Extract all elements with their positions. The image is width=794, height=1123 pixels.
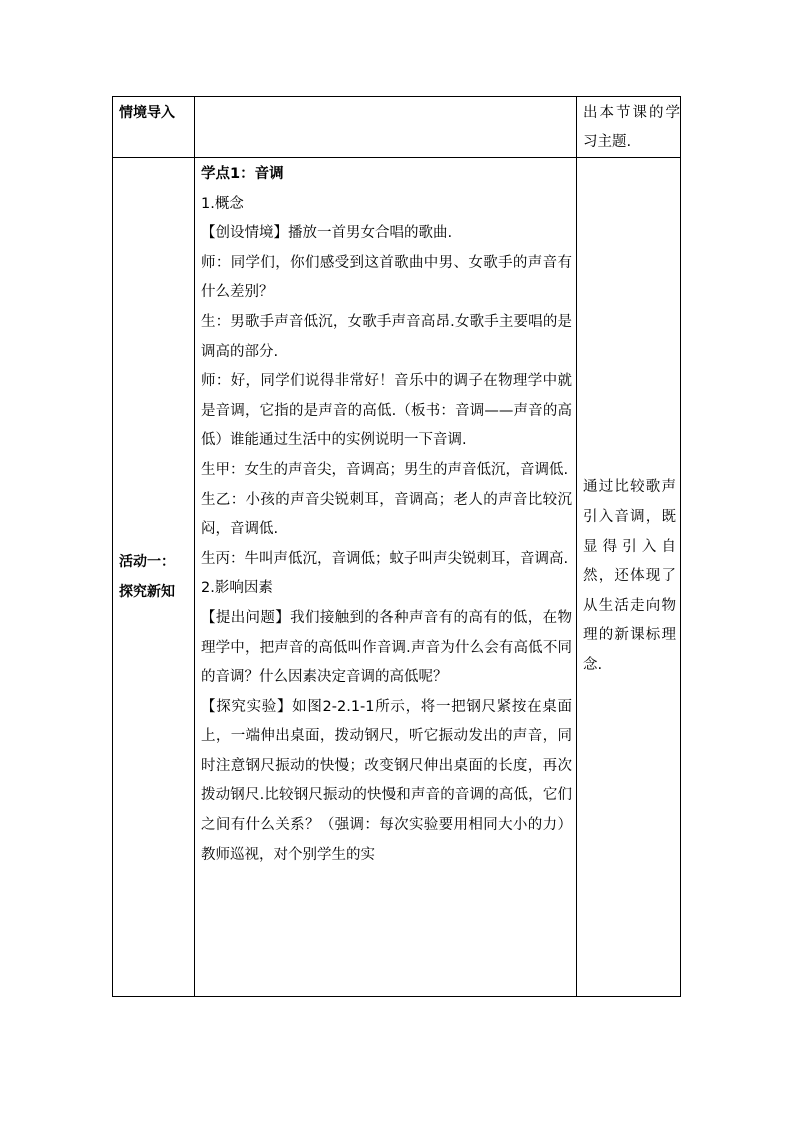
stage-label-line1: 活动一： xyxy=(119,554,175,570)
stage-label-cell xyxy=(113,158,195,997)
paragraph: 生乙：小孩的声音尖锐刺耳，音调高；老人的声音比较沉闷，音调低. xyxy=(201,491,572,538)
content-body xyxy=(195,158,576,870)
section-heading: 学点1：音调 xyxy=(201,166,284,182)
stage-label-cell xyxy=(113,97,195,158)
paragraph: 生：男歌手声音低沉，女歌手声音高昂.女歌手主要唱的是调高的部分. xyxy=(201,313,572,360)
subsection-title: 2.影响因素 xyxy=(201,580,273,597)
lesson-plan-table xyxy=(112,96,681,997)
stage-label-line2: 探究新知 xyxy=(119,584,175,600)
paragraph: 【创设情境】播放一首男女合唱的歌曲. xyxy=(201,225,453,242)
content-text xyxy=(195,97,576,99)
paragraph: 生丙：牛叫声低沉，音调低；蚊子叫声尖锐刺耳，音调高. xyxy=(201,550,569,567)
design-note: 出本节课的学习主题. xyxy=(583,105,680,150)
table-row xyxy=(113,97,681,158)
content-cell xyxy=(195,158,577,997)
paragraph: 师：好，同学们说得非常好！音乐中的调子在物理学中就是音调，它指的是声音的高低.（板书：音调——声音的高低）谁能通过生活中的实例说明一下音调. xyxy=(201,373,572,449)
paragraph: 【探究实验】如图2-2.1-1所示，将一把钢尺紧按在桌面上，一端伸出桌面，拨动钢尺，听它振动发出的声音，同时注意钢尺振动的快慢；改变钢尺伸出桌面的长度，再次拨动钢尺.比较钢尺振动的快慢和声音的音调的高低，它们之间有什么关系？（强调：每次实验要用相同大小的力）教师巡视，对个别学生的实 xyxy=(201,698,572,863)
stage-label: 情境导入 xyxy=(119,105,175,121)
paragraph: 师：同学们，你们感受到这首歌曲中男、女歌手的声音有什么差别？ xyxy=(201,254,572,301)
paragraph: 生甲：女生的声音尖，音调高；男生的声音低沉，音调低. xyxy=(201,461,569,478)
subsection-title: 1.概念 xyxy=(201,195,244,212)
design-note-cell xyxy=(577,97,681,158)
design-note: 通过比较歌声引入音调，既显得引入自然，还体现了从生活走向物理的新课标理念. xyxy=(583,479,676,673)
design-note-cell xyxy=(577,158,681,997)
table-row xyxy=(113,158,681,997)
paragraph: 【提出问题】我们接触到的各种声音有的高有的低，在物理学中，把声音的高低叫作音调.声音为什么会有高低不同的音调？什么因素决定音调的高低呢？ xyxy=(201,609,572,686)
content-cell xyxy=(195,97,577,158)
